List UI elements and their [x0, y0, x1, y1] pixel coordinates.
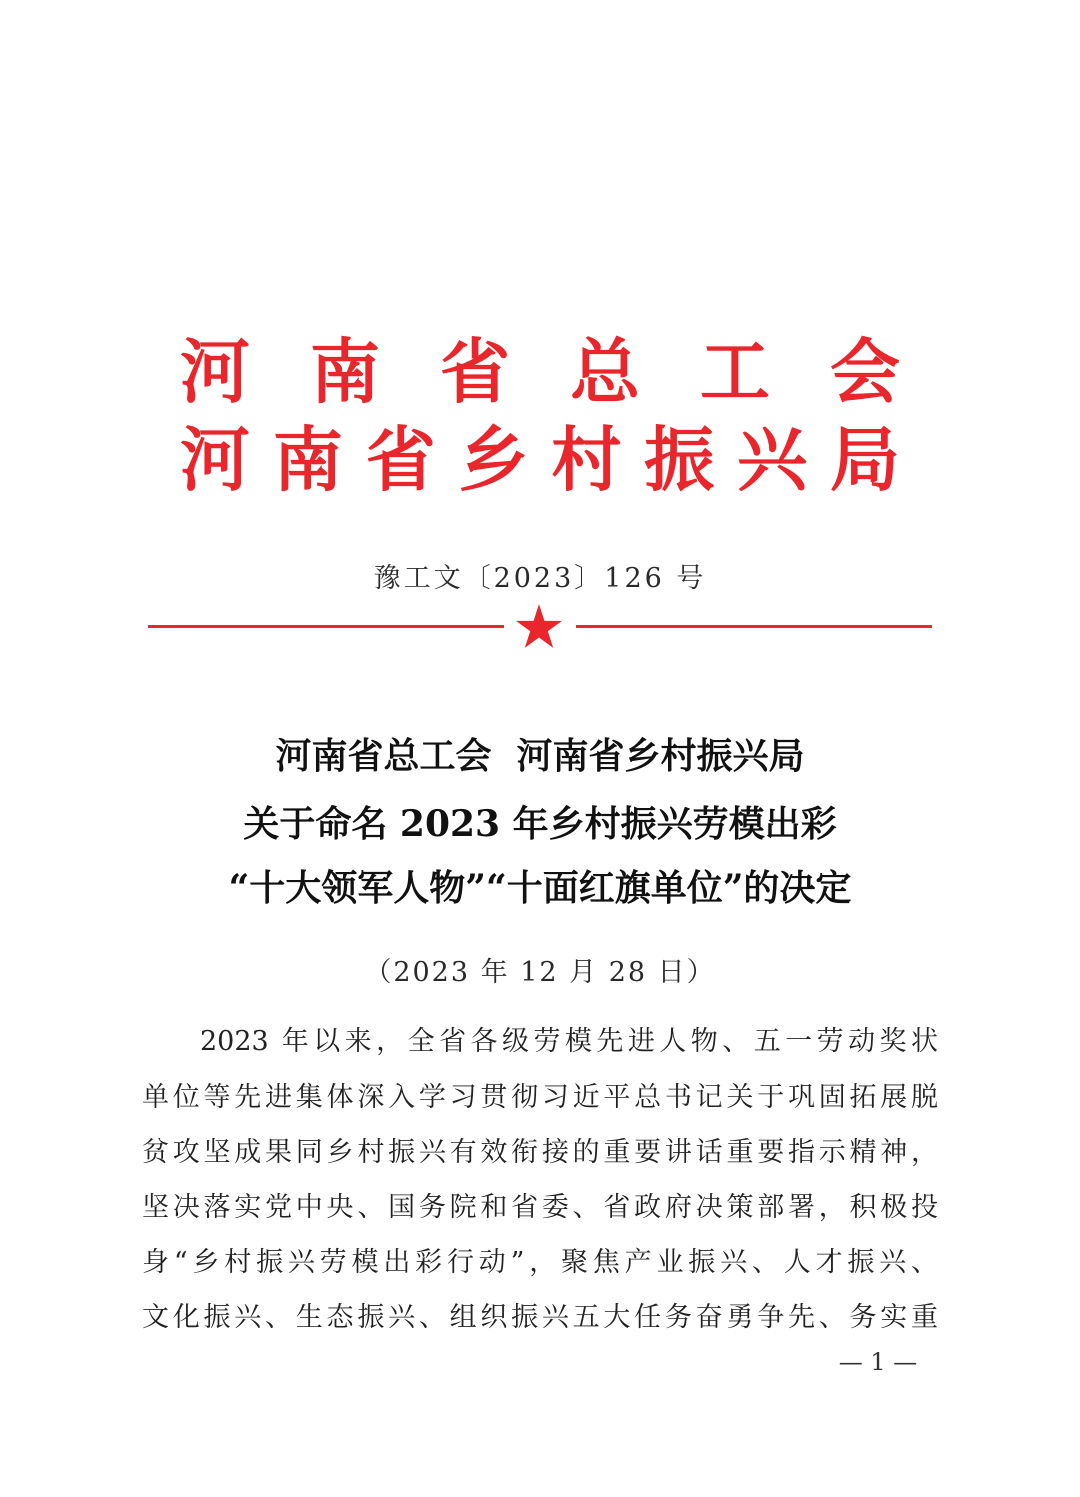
body-text-line: 文化振兴、生态振兴、组织振兴五大任务奋勇争先、务实重	[142, 1302, 938, 1333]
issuer-char: 南	[310, 330, 380, 413]
issuer-char: 局	[829, 418, 900, 501]
star-icon	[516, 604, 562, 648]
body-text-line: 身“乡村振兴劳模出彩行动”，聚焦产业振兴、人才振兴、	[142, 1247, 938, 1278]
issuer-char: 会	[830, 330, 900, 413]
issuer-name-union	[180, 332, 900, 412]
body-text-line: 坚决落实党中央、国务院和省委、省政府决策部署，积极投	[142, 1192, 938, 1223]
body-text-line: 单位等先进集体深入学习贯彻习近平总书记关于巩固拓展脱	[142, 1082, 938, 1113]
issuer-char: 南	[272, 418, 343, 501]
page-number: — 1 —	[838, 1348, 918, 1376]
issuer-char: 总	[570, 330, 640, 413]
issuer-char: 省	[365, 418, 436, 501]
issuer-char: 振	[644, 418, 715, 501]
issuer-char: 乡	[458, 418, 529, 501]
body-text-line: 2023 年以来，全省各级劳模先进人物、五一劳动奖状	[200, 1026, 938, 1057]
issuer-char: 村	[551, 418, 622, 501]
issuer-char: 省	[440, 330, 510, 413]
issuer-char: 工	[700, 330, 770, 413]
document-number: 豫工文〔2023〕126 号	[373, 563, 707, 594]
issuer-char: 河	[180, 418, 250, 501]
body-text-line: 贫攻坚成果同乡村振兴有效衔接的重要讲话重要指示精神，	[142, 1137, 938, 1168]
issuer-name-rural-bureau	[180, 420, 900, 500]
issuer-char: 兴	[737, 418, 808, 501]
divider-line-right	[576, 625, 932, 628]
divider-line-left	[148, 625, 504, 628]
document-title-line-2: 关于命名 2023 年乡村振兴劳模出彩	[243, 803, 837, 845]
document-title-line-3: “十大领军人物”“十面红旗单位”的决定	[228, 867, 852, 909]
document-title-line-1: 河南省总工会 河南省乡村振兴局	[275, 735, 805, 777]
document-date: （2023 年 12 月 28 日）	[364, 957, 716, 988]
issuer-char: 河	[180, 330, 250, 413]
